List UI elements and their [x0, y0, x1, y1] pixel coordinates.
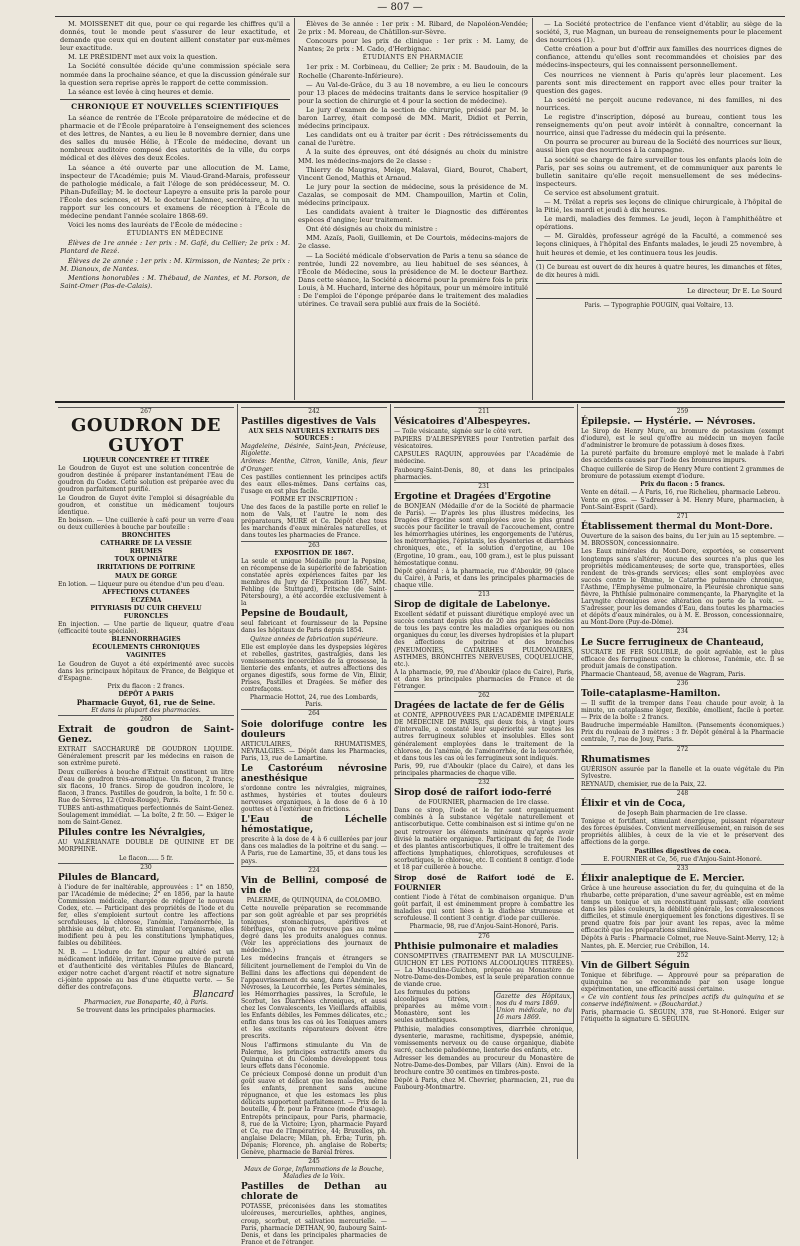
paragraph: M. LE PRÉSIDENT met aux voix la question.: [68, 53, 218, 62]
ad-depot: DÉPÔT A PARIS: [118, 690, 174, 698]
ad-text: POTASSE, préconisées dans les stomatites ulcéreuses, mercurielles, aphthes, angines, croup, scorbut, et salivation mercurielle. — Paris, pharmacie DETHAN, 90, faubourg Saint-Denis, et dans les principales pharmacies de France et de l'étranger.: [241, 1203, 387, 1246]
ad-title: Pilules contre les Névralgies,: [58, 828, 206, 839]
ad-title: Phthisie pulmonaire et maladies: [394, 941, 559, 952]
ad-text: Le Sirop de Henry Mure, au bromure de potassium (exempt d'iodure), est le seul qu'offre au médecin un moyen facile d'administrer le bromure de potassium à doses fixes.: [581, 428, 784, 450]
ad-number: 263: [241, 541, 387, 549]
imprint: Paris. — Typographie POUGIN, quai Voltaire, 13.: [584, 301, 734, 309]
advertising-rule: [55, 401, 785, 403]
footnote-rule: [536, 260, 782, 261]
ad-title: Toile-cataplasme-Hamilton.: [581, 689, 721, 699]
ad-number: 262: [394, 691, 574, 699]
paragraph: Les candidats avaient à traiter le Diagnostic des différentes espèces d'angine; leur traitement.: [298, 208, 528, 225]
ad-title: Vin de Gilbert Séguin: [581, 960, 690, 971]
paragraph: — Au Val-de-Grâce, du 3 au 18 novembre, a eu lieu le concours pour 13 places de médecins traitants dans le service hospitalier (9 pour la section de chirurgie et 4 pour la section de médecine).: [298, 80, 528, 105]
ad-text: Phthisie, maladies consomptives, diarrhée chronique, dysenterie, marasme, rachitisme, dyspepsie, anémie, vomissements nerveux ou de cause organique, diabète sucré, cachexie paludéenne, lienterie des enfants, etc.: [394, 1025, 574, 1054]
ad-title: Élixir analeptique de E. Mercier.: [581, 873, 745, 884]
ad-text: TUBES anti-asthmatiques perfectionnés de Saint-Genez. Soulagement immédiat. — La boîte, 2 fr. 50. — Exiger le nom de Saint-Genez.: [58, 805, 234, 827]
ad-title: Le Castoréum névrosine anesthésique: [241, 763, 387, 784]
paragraph: Le jury d'examen de la section de chirurgie, présidé par M. le baron Larrey, était composé de MM. Marit, Didiot et Perrin, médecins principaux.: [298, 105, 528, 131]
ad-number: 271: [581, 512, 784, 520]
ad-text: Magdeleine, Désirée, Saint-Jean, Précieuse, Rigolette.: [241, 443, 387, 458]
ad-text: seul fabricant et fournisseur de la Pepsine dans les hôpitaux de Paris depuis 1854.: [241, 620, 387, 635]
ad-text: Le Goudron de Guyot est une solution concentrée de goudron destinée à préparer instantanément l'Eau de goudron du Codex. Cette solution est préparée avec du goudron parfaitement purifié.: [58, 465, 234, 494]
ad-text: Tonique et fortifiant, stimulant énergique, puissant réparateur des forces épuisées. Convient merveilleusement, en raison de ses propriétés aliibles, à ceux de la vie et le préservent des affections de la gorge.: [581, 818, 784, 847]
ad-text: En injection. — Une partie de liqueur, quatre d'eau (efficacité toute spéciale).: [58, 621, 234, 636]
ad-text: Dépôts à Paris : Pharmacie Colmet, rue Neuve-Saint-Merry, 12; à Nantes, ph. E. Mercier, rue Crébillon, 14.: [581, 935, 784, 950]
ad-list-item: BLENNORRHAGIES: [111, 636, 181, 644]
ad-title: Vin de Bellini, composé de vin de: [241, 875, 387, 896]
ad-list-item: PITYRIASIS DU CUIR CHEVELU: [90, 604, 202, 612]
ad-address: Paris, pharmacie G. SÉGUIN, 378, rue St-Honoré. Exiger sur l'étiquette la signature G. SÉGUIN.: [581, 1009, 784, 1024]
ad-text: La seule et unique Médaille pour la Pepsine, en récompense de la supériorité de fabrication constatée après expériences faites par les membres du Jury de l'Exposition 1867, MM. Fehling (de Stuttgard), Fritsche (de Saint-Pétersbourg), a été accordée exclusivement à la: [241, 557, 387, 608]
ad-text: AU VALÉRIANATE DOUBLE DE QUININE ET DE MORPHINE.: [58, 839, 234, 854]
article-column-3: [536, 20, 782, 400]
ad-text: — Il suffit de la tremper dans l'eau chaude pour avoir, à la minute, un cataplasme léger, flexible, émollient, facile à porter. — Prix de la boîte : 2 francs.: [581, 700, 784, 722]
ad-text: Grâce à une heureuse association du fer, du quinquina et de la rhubarbe, cette préparation, d'une saveur agréable, est en même temps un tonique et un reconstituant puissant; elle convient dans les pâles couleurs, la débilité générale, les convalescences difficiles, et stimule énergiquement les fonctions digestives. Il se prend quatre fois par jour avant les repas, avec la même efficacité que les préparations similaires.: [581, 884, 784, 935]
ad-text: et CONTÉ, APPROUVÉES PAR L'ACADÉMIE IMPÉRIALE DE MÉDECINE DE PARIS, qui deux fois, à vingt jours d'intervalle, a constaté leur supériorité sur toutes les autres ferrugineux solubles et insolubles. Elles sont généralement employées dans le traitement de la chlorose, de l'anémie, de l'aménorrhée, de la leucorrhée, et dans tous les cas où les ferrugineux sont indiqués.: [394, 712, 574, 762]
ad-text: PALERME, de QUINQUINA, de COLOMBO.: [246, 896, 382, 904]
paragraph: 1er prix : M. Corbineau, du Cellier; 2e prix : M. Baudouin, de la Rochelle (Charente-Inférieure).: [298, 63, 528, 80]
ad-number: 234: [581, 627, 784, 635]
ad-text: Ces pastilles contiennent les principes actifs des eaux elles-mêmes. Dans certains cas, l'usage en est plus facile.: [241, 473, 387, 495]
reference-list: [494, 991, 574, 1023]
ad-text: En boisson. — Une cuillerée à café pour un verre d'eau ou deux cuillerées à bouche par bouteille :: [58, 516, 234, 531]
ad-list-item: CATHARRE DE LA VESSIE: [100, 540, 192, 548]
director-line: Le directeur, Dr E. Le Sourd: [687, 286, 782, 295]
reference-item: Gazette des Hôpitaux, nos du 4 mars 1869.: [496, 993, 572, 1008]
ad-number: 232: [394, 778, 574, 786]
ad-text: Excellent sédatif et puissant diurétique employé avec un succès constant depuis plus de 20 ans par les médecins de tous les pays contre les maladies organiques ou non organiques du cœur, les diverses hydropisies et la plupart des affections de poitrine et des bronches (PNEUMONIES, CATARRHES PULMONAIRES, ASTHMES, BRONCHITES NERVEUSES, COQUELUCHE, etc.).: [394, 611, 574, 668]
ad-text: Chaque cuillerée de Sirop de Henry Mure contient 2 grammes de bromure de potassium exempt d'iodure.: [581, 465, 784, 480]
ad-number: 252: [581, 951, 784, 959]
ad-list-item: RHUMES: [129, 548, 163, 556]
ad-text: ARTICULAIRES, RHUMATISMES, NÉVRALGIES. — Dépôt dans les Pharmacies, Paris, 13, rue de Lamartine.: [241, 740, 387, 762]
ad-title: L'Eau de Léchelle hémostatique,: [241, 815, 387, 836]
ad-subtitle: LIQUEUR CONCENTRÉE ET TITRÉE: [82, 457, 210, 465]
paragraph: La société se charge de faire surveiller tous les enfants placés loin de Paris, par ses soins ou autrement, et de communiquer aux parents le bulletin sanitaire qu'elle reçoit mensuellement de ses médecins-inspecteurs.: [536, 155, 782, 188]
ad-title: Élixir et vin de Coca,: [581, 799, 686, 810]
ads-column-c: [394, 406, 574, 1158]
paragraph: La Société consultée décide qu'une commission spéciale sera nommée dans la prochaine séance, et que la discussion générale sur la question sera reprise après le rapport de cette commission.: [60, 62, 290, 87]
ad-number: 233: [581, 864, 784, 872]
ad-number: 272: [581, 745, 784, 753]
ad-address: Pharmacie Chanteaud, 58, avenue de Wagram, Paris.: [581, 670, 746, 678]
section-heading: CHRONIQUE ET NOUVELLES SCIENTIFIQUES: [60, 99, 290, 111]
ad-address: Pharmacie Hottot, 24, rue des Lombards, Paris.: [249, 694, 379, 709]
ad-text: Cette nouvelle préparation se recommande par son goût agréable et par ses propriétés toniques, stomachiques, apéritives et fébrifuges, qu'on ne retrouve pas au même degré dans les produits analogues connus. (Voir les appréciations des journaux de médecine.): [241, 904, 387, 955]
ad-title: Pepsine de Boudault,: [241, 609, 349, 620]
ad-text: s'ordonne contre les névralgies, migraines, asthmes, hystéries et toutes douleurs nerveuses organiques, à la dose de 6 à 10 gouttes et à l'extérieur en frictions.: [241, 784, 387, 814]
ad-price: Prix du flacon : 2 francs.: [107, 682, 185, 690]
ad-text: Vente en gros. — S'adresser à M. Henry Mure, pharmacien, à Pont-Saint-Esprit (Gard).: [581, 496, 784, 512]
ad-title: Vésicatoires d'Albespeyres.: [394, 417, 531, 428]
ad-text: Le Goudron de Guyot évite l'emploi si désagréable du goudron, et constitue un médicament toujours identique.: [58, 494, 234, 516]
ad-text: CAPSULES RAQUIN, approuvées par l'Académie de médecine.: [394, 451, 574, 466]
ad-text: de BONJEAN (Médaille d'or de la Société de pharmacie de Paris). — D'après les plus illustres médecins, les Dragées d'Ergotine sont employées avec le plus grand succès pour faciliter le travail de l'accouchement, contre les hémorrhagies utérines, les engorgements de l'utérus, les métrorrhagies, l'épistaxis, les dysenteries et diarrhées chroniques, etc., et la solution d'ergotine, au 10e (Ergotine, 10 gram., eau, 100 gram.), est le plus puissant hémostatique connu.: [394, 502, 574, 567]
ad-text: Maux de Gorge, Inflammations de la Bouche, Maladies de la Voix.: [244, 1166, 384, 1181]
ad-number: 264: [241, 709, 387, 717]
ad-address: Faubourg-Saint-Denis, 80, et dans les principales pharmacies.: [394, 466, 574, 481]
paragraph: Le registre d'inscription, déposé au bureau, contient tous les renseignements qu'on peut avoir intérêt à connaître, concernant la nourrice, ainsi que l'adresse du médecin qui la présente.: [536, 113, 782, 138]
paragraph: Cette création a pour but d'offrir aux familles des nourrices dignes de confiance, attendu qu'elles sont recommandées et choisies par des médecins-inspecteurs, qui les connaissent personnellement.: [536, 45, 782, 70]
ad-number: 259: [581, 407, 784, 415]
ad-number: 231: [394, 482, 574, 490]
ad-text: Les médecins français et étrangers se félicitent journellement de l'emploi du Vin de Bellini dans les affections qui dépendent de l'appauvrissement du sang, dans l'Anémie, les Névroses, la Leucorrhée, les Pertes séminales, les Hémorrhagies passives, la Scrofule, le Scorbut, les Diarrhées chroniques, et aussi chez les Convalescents, les Vieillards affaiblis, les Enfants débiles, les Femmes délicates, etc.; enfin dans tous les cas où les Toniques amers et les excitants réparateurs doivent être prescrits.: [241, 955, 387, 1041]
ad-title: Soie dolorifuge contre les douleurs: [241, 719, 387, 740]
paragraph: — La Société médicale d'observation de Paris a tenu sa séance de rentrée, lundi 22 novembre, au lieu habituel de ses séances, à l'École de Médecine, sous la présidence de M. le docteur Barthez. Dans cette séance, la Société a décerné pour la première fois le prix Louis, à M. Huchard, interne des hôpitaux, pour un mémoire intitulé : De l'emploi de l'éponge préparée dans le traitement des maladies utérines. Ce travail sera publié aux frais de la Société.: [298, 251, 528, 309]
ad-title: Épilepsie. — Hystérie. — Névroses.: [581, 417, 756, 428]
ad-list-item: MAUX DE GORGE: [114, 572, 178, 580]
ad-list-item: IRRITATIONS DE POITRINE: [96, 564, 196, 572]
ad-text: N. B. — L'iodure de fer impur ou altéré est un médicament infidèle, irritant. Comme preuve de pureté et d'authenticité des véritables Pilules de Blancard, exiger notre cachet d'argent réactif et notre signature ci-jointe apposée au bas d'une étiquette verte. — Se défier des contrefaçons.: [58, 948, 234, 991]
ad-text: PAPIERS D'ALBESPEYRES pour l'entretien parfait des vésicatoires.: [394, 436, 574, 451]
paragraph: La société ne perçoit aucune redevance, ni des familles, ni des nourrices.: [536, 95, 782, 112]
ad-subtitle: AUX SELS NATURELS EXTRAITS DES SOURCES :: [248, 428, 380, 443]
ad-list-item: ÉCOULEMENTS CHRONIQUES: [92, 644, 200, 652]
paragraph: — La Société protectrice de l'enfance vient d'établir, au siège de la société, 3, rue Magnan, un bureau de renseignements pour le placement des nourrices (1).: [536, 20, 782, 45]
ad-number: 230: [58, 863, 234, 871]
ad-price: Prix du flacon : 5 francs.: [640, 480, 725, 488]
ad-text: de Joseph Bain pharmacien de 1re classe.: [617, 810, 748, 818]
ad-address: Pharmacie Guyot, 61, rue de Seine.: [76, 698, 216, 707]
ad-number: 224: [241, 866, 387, 874]
paragraph: Ces nourrices ne viennent à Paris qu'après leur placement. Les parents sont mis directement en rapport avec elles pour traiter la question des gages.: [536, 70, 782, 95]
ad-list-item: TOUX OPINIÂTRE: [114, 556, 178, 564]
ad-title: Sirop de digitale de Labelonye.: [394, 600, 551, 611]
ad-title: Dragées de lactate de fer de Gélis: [394, 701, 565, 712]
ad-title: Extrait de goudron de Saint-Genez.: [58, 725, 234, 746]
ad-text: Ce précieux Composé donne un produit d'un goût suave et délicat que les malades, même les enfants, prennent sans aucune répugnance, et que les estomacs les plus délicats supportent parfaitement. — Prix de la bouteille, 4 fr. pour la France (mode d'usage). Entrepôts principaux, pour Paris, pharmacie, 8, rue de la Victoire; Lyon, pharmacie Payard et Ce, rue de l'Impératrice, 44; Bruxelles, ph. anglaise Delacre; Milan, ph. Erba; Turin, ph. Dépanis; Florence, ph. anglaise de Roberts; Genève, pharmacie de Baréal frères.: [241, 1070, 387, 1156]
ad-text: Dans ce sirop, l'iode et le fer sont organiquement combinés à la substance végétale naturellement et antiscorbutique. Cette combinaison est si intime qu'on ne peut retrouver les éléments minéraux qu'après avoir divisé la matière organique. Participant du fer, de l'iode et des plantes antiscorbutiques, il offre le traitement des affections lymphatiques, chlorotiques, scrofuleuses et scorbutiques, le chlorose, etc. Il contient 8 centigr. d'iode et 18 par cuillerée à bouche.: [394, 807, 574, 871]
column-divider: [532, 18, 533, 400]
paragraph: La séance a été ouverte par une allocution de M. Lame, inspecteur de l'Académie; puis M. Viaud-Grand-Marais, professeur de pathologie médicale, a fait l'éloge de son prédécesseur, M. O. Pihan-Dufeillay; M. le docteur Lapeyre a ensuite pris la parole pour l'École des sciences, et M. le docteur Laënnec, secrétaire, a lu un rapport sur les concours et examens de réception à l'École de médecine pendant l'année scolaire 1868-69.: [60, 163, 290, 221]
ad-text: Une des faces de la pastille porte en relief le nom de Vals, et l'autre le nom des préparateurs, MURE et Ce. Dépôt chez tous les marchands d'eaux minérales naturelles, et dans toutes les pharmacies de France.: [241, 504, 387, 540]
ad-text: GUÉRISON assurée par la flanelle et la ouate végétale du Pin Sylvestre.: [581, 765, 784, 780]
ad-number: 260: [58, 715, 234, 723]
column-divider: [237, 404, 238, 1159]
ads-column-d: [581, 406, 784, 1158]
paragraph: Élèves de 1re année : 1er prix : M. Gafé, du Cellier; 2e prix : M. Plantard de Rezé.: [60, 239, 290, 256]
ad-text: Le Goudron de Guyot a été expérimenté avec succès dans les principaux hôpitaux de France, de Belgique et d'Espagne.: [58, 660, 234, 682]
paragraph: À la suite des épreuves, ont été désignés au choix du ministre MM. les médecins-majors de 2e classe :: [298, 148, 528, 165]
ad-text: contient l'iode à l'état de combinaison organique. D'un goût parfait, il est éminemment propre à combattre les maladies qui sont liées à la diathèse strumeuse et scrofuleuse. Il contient 3 centigr. d'iode par cuillerée.: [394, 894, 574, 923]
ad-text: En lotion. — Liqueur pure ou étendue d'un peu d'eau.: [58, 580, 225, 588]
ad-text: Les formules du potions alcooliques titrées, préparées au même Monastère, sont les seules authentiques.: [394, 989, 470, 1025]
ad-number: 245: [241, 1157, 387, 1165]
ad-price: Le flacon...... 5 fr.: [118, 854, 174, 862]
ad-list-item: AFFECTIONS CUTANÉES: [102, 588, 190, 596]
paragraph: On pourra se procurer au bureau de la Société des nourrices sur lieux, aussi bien que des nourrices à la campagne.: [536, 138, 782, 155]
paragraph: Le mardi, maladies des femmes. Le jeudi, leçon à l'amphithéâtre et opérations.: [536, 215, 782, 232]
ad-text: Nous l'affirmons stimulante du Vin de Palerme, les principes extractifs amers du Quinquina et du Colombo développent tous leurs effets dans l'économie.: [241, 1041, 387, 1070]
paragraph: — M. Giraldès, professeur agrégé de la Faculté, a commencé ses leçons cliniques, à l'hôpital des Enfants malades, le jeudi 25 novembre, à huit heures et demie, et les continuera tous les jeudis.: [536, 232, 782, 257]
column-divider: [294, 18, 295, 400]
paragraph: Le jury pour la section de médecine, sous la présidence de M. Cazalas, se composait de MM. Champouillon, Martin et Colin, médecins principaux.: [298, 182, 528, 207]
ad-text: CONSOMPTIVES (TRAITEMENT PAR LA MUSCULINE-GUICHON ET LES POTIONS ALCOOLIQUES TITRÉES). — La Musculine-Guichon, préparée au Monastère de Notre-Dame-des-Dombes, est la seule préparation connue de viande crue.: [394, 952, 574, 988]
ad-heading: EXPOSITION DE 1867.: [274, 549, 354, 557]
ad-title: Pilules de Blancard,: [58, 872, 160, 883]
ad-text: à l'iodure de fer inaltérable, approuvées : 1° en 1850, par l'Académie de médecine; 2° en 1856, par la haute Commission médicale, chargée de rédiger le nouveau Codex, etc. — Participant des propriétés de l'iode et du fer, elles s'emploient surtout contre les affections scrofuleuses, la chlorose, l'anémie, l'aménorrhée, la phthisie au début, etc. En stimulant l'organisme, elles modifient peu à peu les constitutions lymphatiques, faibles ou débilitées.: [58, 883, 234, 948]
paragraph: Voici les noms des lauréats de l'École de médecine :: [68, 221, 243, 230]
paragraph: Ce service est absolument gratuit.: [544, 188, 660, 197]
paragraph: Concours pour les prix de clinique : 1er prix : M. Lamy, de Nantes; 2e prix : M. Cado, d'Herbignac.: [298, 37, 528, 54]
ad-address: REYNAUD, chemisier, rue de la Paix, 22.: [581, 780, 707, 788]
ad-address: Pharmacie, 98, rue d'Anjou-Saint-Honoré, Paris.: [409, 923, 559, 931]
ad-number: 242: [241, 407, 387, 415]
ad-text: Se trouvent dans les principales pharmacies.: [76, 1007, 216, 1015]
paragraph: Les candidats ont eu à traiter par écrit : Des rétrécissements du canal de l'urètre.: [298, 131, 528, 148]
ad-text: Adresser les demandes au procureur du Monastère de Notre-Dame-des-Dombes, par Villars (Ain). Envoi de la brochure contre 30 centimes en timbres-poste.: [394, 1054, 574, 1077]
ad-text: La pureté parfaite du bromure employé met le malade à l'abri des accidents causés par l'iode des bromures impurs.: [581, 450, 784, 465]
paragraph: Mentions honorables : M. Thébaud, de Nantes, et M. Porson, de Saint-Omer (Pas-de-Calais).: [60, 273, 290, 290]
reference-item: Union médicale, no du 16 mars 1869.: [496, 1007, 572, 1022]
paragraph: — M. Trélat a repris ses leçons de clinique chirurgicale, à l'hôpital de la Pitié, les mardi et jeudi à dix heures.: [536, 197, 782, 215]
ad-text: Elle est employée dans les dyspepsies légères et rebelles, gastrites, gastralgies, dans les vomissements incoercibles de la grossesse, la lienterie des enfants, et autres affections des organes digestifs, sous forme de Vin, Élixir, Prises, Pastilles et Dragées. Se méfier des contrefaçons.: [241, 643, 387, 694]
ad-text: Arômes: Menthe, Citron, Vanille, Anis, fleur d'Oranger.: [241, 458, 387, 473]
ad-text: Deux cuillerées à bouche d'Extrait constituent un litre d'eau de goudron très-aromatique. Un flacon, 2 francs; six flacons, 10 francs. Sirop de goudron incolore, le flacon, 3 francs. Pastilles de goudron, la boîte, 1 fr. 50 c. Rue de Sèvres, 12 (Croix-Rouge), Paris.: [58, 768, 234, 804]
ad-text: Tonique et fébrifuge. — Approuvé pour sa préparation de quinquina ne se recommande par son usage longue expérimentation, une efficacité aussi certaine.: [581, 971, 784, 993]
ad-text: EXTRAIT SACCHARURÉ DE GOUDRON LIQUIDE. Généralement prescrit par les médecins en raison de son extrême pureté.: [58, 746, 234, 768]
paragraph: La séance de rentrée de l'École préparatoire de médecine et de pharmacie et de l'École préparatoire à l'enseignement des sciences et des lettres, de Nantes, a eu lieu le 8 novembre dernier, dans une des salles du musée Hélie, à l'École de médecine, devant un nombreux auditoire composé des autorités de la ville, du corps médical et des élèves des deux Écoles.: [60, 113, 290, 163]
ad-text: À la pharmacie, 99, rue d'Aboukir (place du Caire), Paris, et dans les principales pharmacies de France et de l'étranger.: [394, 668, 574, 690]
ad-text: — Toile vésicante, signée sur le côté vert.: [394, 428, 523, 436]
ads-column-a: [58, 406, 234, 1158]
ad-number: 276: [394, 932, 574, 940]
footer-rule: [536, 283, 782, 284]
top-rule: [55, 16, 785, 17]
ad-number: 213: [394, 590, 574, 598]
paragraph: MM. Azaïs, Paoli, Guillemin, et De Courtois, médecins-majors de 2e classe.: [298, 234, 528, 251]
ad-text: Paris, 99, rue d'Aboukir (place du Caire), et dans les principales pharmacies de chaque ville.: [394, 762, 574, 777]
ad-title: Pastilles digestives de Vals: [241, 417, 376, 428]
ad-text: Et dans la plupart des pharmacies.: [91, 707, 201, 715]
ad-text: Baudruche imperméable Hamilton. (Pansements économiques.) Prix du rouleau de 3 mètres : 3 fr. Dépôt général à la Pharmacie centrale, 7, rue de Jouy, Paris.: [581, 722, 784, 744]
ad-address: Pharmacien, rue Bonaparte, 40, à Paris.: [84, 999, 208, 1007]
ad-title: Le Sucre ferrugineux de Chanteaud,: [581, 637, 764, 648]
subheading: ÉTUDIANTS EN PHARMACIE: [362, 54, 464, 62]
footnote: (1) Ce bureau est ouvert de dix heures à quatre heures, les dimanches et fêtes, de dix heures à midi.: [536, 263, 782, 279]
paragraph: Thierry de Maugras, Meige, Malaval, Giard, Bourot, Chabert, Vincent Genod, Mathis et Arnaud.: [298, 165, 528, 182]
article-column-1: [60, 20, 290, 400]
paragraph: La séance est levée à cinq heures et demie.: [68, 87, 214, 96]
ad-title: Pastilles de Dethan au chlorate de: [241, 1182, 387, 1203]
ad-address: E. FOURNIER et Ce, 56, rue d'Anjou-Saint-Honoré.: [603, 855, 762, 863]
ad-list-item: FURONCLES: [123, 612, 169, 620]
article-column-2: [298, 20, 528, 400]
ad-number: 248: [581, 789, 784, 797]
ad-list-item: VAGINITES: [126, 652, 166, 660]
ad-number: 211: [394, 407, 574, 415]
paragraph: Élèves de 3e année : 1er prix : M. Ribard, de Napoléon-Vendée; 2e prix : M. Moreau, de Châtillon-sur-Sèvre.: [298, 20, 528, 37]
page-number: — 807 —: [377, 2, 423, 13]
signature-stamp: Blancard: [192, 990, 234, 1001]
ad-number: 267: [58, 407, 234, 415]
ad-text: Dépôt à Paris, chez M. Chevrier, pharmacien, 21, rue du Faubourg-Montmartre.: [394, 1077, 574, 1092]
paragraph: Ont été désignés au choix du ministre :: [306, 225, 438, 234]
ad-title: Établissement thermal du Mont-Dore.: [581, 522, 773, 533]
ad-title: Sirop dosé de raifort iodo-ferré: [394, 788, 552, 799]
subheading: ÉTUDIANTS EN MÉDECINE: [126, 230, 224, 238]
ad-text: Pastilles digestives de coca.: [634, 847, 731, 855]
ad-text: de FOURNIER, pharmacien de 1re classe.: [418, 799, 550, 807]
ad-list-item: ECZÉMA: [130, 596, 162, 604]
ad-title: Ergotine et Dragées d'Ergotine: [394, 491, 552, 502]
reference-label: VOIR :: [472, 1003, 492, 1010]
ad-text: Les Eaux minérales du Mont-Dore, exportées, se conservent longtemps sans s'altérer; aucune des sources n'a plus que les propriétés médicamenteuses; de sorte que, transportées, elles rendent de très-grands services; elles sont employées avec succès contre le Rhume, le Catarrhe pulmonaire chronique, l'Asthme, l'Emphysème pulmonaire, la Pleurésie chronique sans fièvre, la Phthisie pulmonaire commençante, la Pharyngite et la Laryngite chroniques avec altération ou perte de la voix. — S'adresser, pour les demandes d'Eau, dans toutes les pharmacies et dépôts d'eaux minérales, ou à M. E. Brosson, concessionnaire, au Mont-Dore (Puy-de-Dôme).: [581, 548, 784, 627]
ad-list-item: BRONCHITES: [121, 532, 171, 540]
column-divider: [390, 404, 391, 1159]
footer-rule: [536, 298, 782, 299]
ads-column-b: [241, 406, 387, 1246]
ad-text: SUCRATE DE FER SOLUBLE, de goût agréable, est le plus efficace des ferrugineux contre la chlorose, l'anémie, etc. Il se produit jamais de constipation.: [581, 648, 784, 670]
ad-title: Sirop dosé de Raifort iodé de E. FOURNIER: [394, 873, 574, 893]
ad-number: 236: [581, 679, 784, 687]
ad-text: Quinze années de fabrication supérieure.: [250, 635, 378, 643]
ad-text: « Ce vin contient tous les principes actifs du quinquina et se conserve indéfiniment. » (Bouchardat.): [581, 994, 784, 1009]
ad-text: FORME ET INSCRIPTION :: [270, 495, 358, 503]
ad-text: Dépôt général : à la pharmacie, rue d'Aboukir, 99 (place du Caire), à Paris, et dans les principales pharmacies de chaque ville.: [394, 567, 574, 589]
ad-text: Ouverture de la saison des bains, du 1er juin au 15 septembre. — M. BROSSON, concessionnaire.: [581, 533, 784, 548]
ad-text: Vente en détail. — À Paris, 16, rue Richelieu, pharmacie Lebrou.: [581, 488, 781, 496]
ad-text: prescrite à la dose de 4 à 6 cuillerées par jour dans ces maladies de la poitrine et du sang. — À Paris, rue de Lamartine, 35, et dans tous les pays.: [241, 836, 387, 865]
paragraph: M. MOISSENET dit que, pour ce qui regarde les chiffres qu'il a donnés, tout le monde peut s'assurer de leur exactitude, et demande que ceux qui en doutent aillent constater par eux-mêmes leur exactitude.: [60, 20, 290, 53]
ad-title: Rhumatismes: [581, 754, 650, 765]
reference-box: [394, 989, 574, 1025]
ad-title: GOUDRON DE GUYOT: [70, 415, 222, 457]
column-divider: [577, 404, 578, 1159]
paragraph: Élèves de 2e année : 1er prix : M. Kirmisson, de Nantes; 2e prix : M. Dianoux, de Nantes.: [60, 256, 290, 273]
